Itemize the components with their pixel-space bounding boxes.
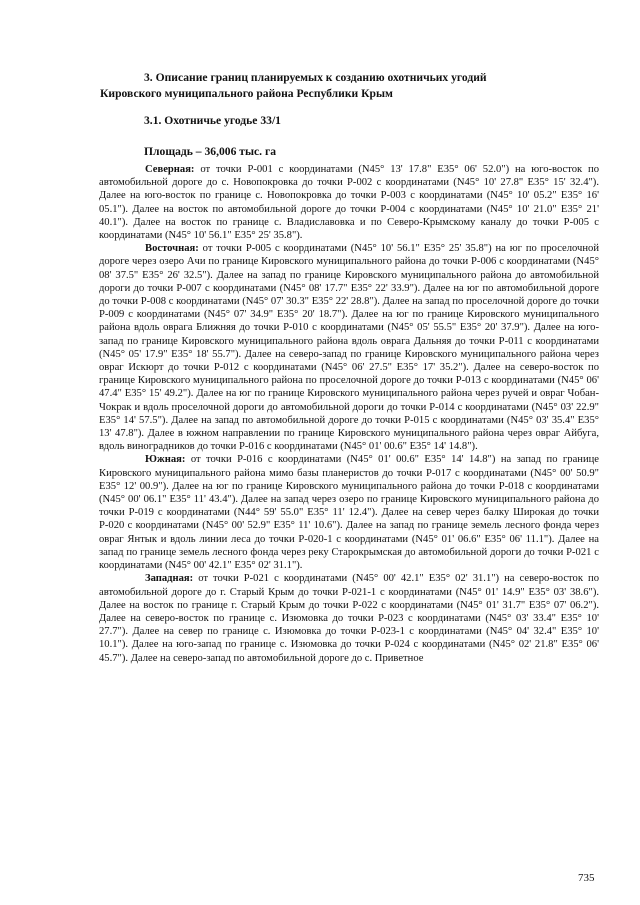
subsection-heading: 3.1. Охотничье угодье 33/1	[144, 114, 281, 127]
page-number: 735	[578, 872, 595, 884]
boundary-description	[99, 163, 599, 665]
section-heading-line-2: Кировского муниципального района Республики Крым	[100, 87, 393, 100]
paragraph-text: от точки Р-021 с координатами (N45° 00' 42.1" E35° 02' 31.1") на северо-восток по автомобильной дороге до г. Старый Крым до точки Р-021-1 с координатами (N45° 01' 14.9" E35° 03' 38.6"). Далее на восток по границе г. Старый Крым до точки Р-022 с координатами (N45° 01' 31.7" E35° 07' 06.2"). Далее на северо-восток по границе с. Изюмовка до точки Р-023 с координатами (N45° 03' 33.4" E35° 10' 27.7"). Далее на север по границе с. Изюмовка до точки Р-023-1 с координатами (N45° 04' 32.4" E35° 10' 10.1"). Далее на юго-запад по границе с. Изюмовка до точки Р-024 с координатами (N45° 02' 21.8" E35° 06' 45.7"). Далее на северо-запад по автомобильной дороге до с. Приветное	[99, 573, 599, 664]
paragraph-label: Южная:	[145, 454, 186, 466]
paragraph-text: от точки Р-001 с координатами (N45° 13' 17.8" E35° 06' 52.0") на юго-восток по автомобильной дороге до с. Новопокровка до точки Р-002 с координатами (N45° 10' 27.8" E35° 15' 32.4"). Далее на юго-восток по границе с. Новопокровка до точки Р-003 с координатами (N45° 10' 05.2" E35° 16' 05.1"). Далее на восток по автомобильной дороге до точки Р-004 с координатами (N45° 10' 21.0" E35° 21' 40.1"). Далее на восток по границе с. Владиславовка и по Северо-Крымскому каналу до точки Р-005 с координатами (N45° 10' 56.1" E35° 25' 35.8").	[99, 164, 599, 242]
paragraph-north	[99, 163, 599, 242]
paragraph-label: Северная:	[145, 164, 195, 175]
paragraph-south	[99, 453, 599, 572]
paragraph-west	[99, 572, 599, 664]
section-heading-line-1: 3. Описание границ планируемых к созданию охотничьих угодий	[144, 71, 487, 84]
paragraph-east	[99, 242, 599, 453]
paragraph-text: от точки Р-005 с координатами (N45° 10' 56.1" E35° 25' 35.8") на юг по проселочной дороге через озеро Ачи по границе Кировского муниципального района до точки Р-006 с координатами (N45° 08' 37.5" E35° 26' 32.5"). Далее на запад по границе Кировского муниципального района до автомобильной дороги до точки Р-007 с координатами (N45° 08' 17.7" E35° 22' 33.9"). Далее на юг по автомобильной дороге до точки Р-008 с координатами (N45° 07' 30.3" E35° 22' 28.8"). Далее на запад по проселочной дороге до точки Р-009 с координатами (N45° 07' 34.9" E35° 20' 18.7"). Далее на юг по границе Кировского муниципального района вдоль оврага Ближняя до точки Р-010 с координатами (N45° 05' 55.5" E35° 20' 37.9"). Далее на юго-запад по границе Кировского муниципального района вдоль оврага Дальняя до точки Р-011 с координатами (N45° 05' 17.9" E35° 18' 55.7"). Далее на северо-запад по границе Кировского муниципального района через овраг Искюрт до точки Р-012 с координатами (N45° 06' 27.5" E35° 17' 35.2"). Далее на северо-восток по границе Кировского муниципального района по проселочной дороге до точки Р-013 с координатами (N45° 06' 47.4" E35° 15' 49.2"). Далее на юг по границе Кировского муниципального района через ручей и овраг Чобан-Чокрак и вдоль проселочной дороги до автомобильной дороги до точки Р-014 с координатами (N45° 03' 22.9" E35° 14' 57.5"). Далее на запад по автомобильной дороге до точки Р-015 с координатами (N45° 03' 35.4" E35° 13' 47.8"). Далее в южном направлении по границе Кировского муниципального района через овраг Айбуга, вдоль виноградников до точки Р-016 с координатами (N45° 01' 00.6" E35° 14' 14.8").	[99, 243, 599, 453]
paragraph-label: Восточная:	[145, 243, 199, 255]
paragraph-label: Западная:	[145, 573, 194, 585]
paragraph-text: от точки Р-016 с координатами (N45° 01' 00.6" E35° 14' 14.8") на запад по границе Кировского муниципального района мимо базы планеристов до точки Р-017 с координатами (N45° 00' 50.9" E35° 12' 00.9"). Далее на юг по границе Кировского муниципального района до точки Р-018 с координатами (N45° 00' 06.1" E35° 11' 43.4"). Далее на запад через озеро по границе Кировского муниципального района до точки Р-019 с координатами (N44° 59' 55.0" E35° 11' 12.4"). Далее на север через балку Широкая до точки Р-020 с координатами (N45° 00' 52.9" E35° 11' 10.6"). Далее на запад по границе земель лесного фонда через овраг Янтык и вдоль линии леса до точки Р-020-1 с координатами (N45° 01' 06.6" E35° 06' 11.1"). Далее на запад по границе земель лесного фонда через реку Старокрымская до автомобильной дороги до точки Р-021 с координатами (N45° 00' 42.1" E35° 02' 31.1").	[99, 454, 599, 572]
section-heading	[100, 70, 600, 102]
area-line: Площадь – 36,006 тыс. га	[144, 145, 277, 158]
